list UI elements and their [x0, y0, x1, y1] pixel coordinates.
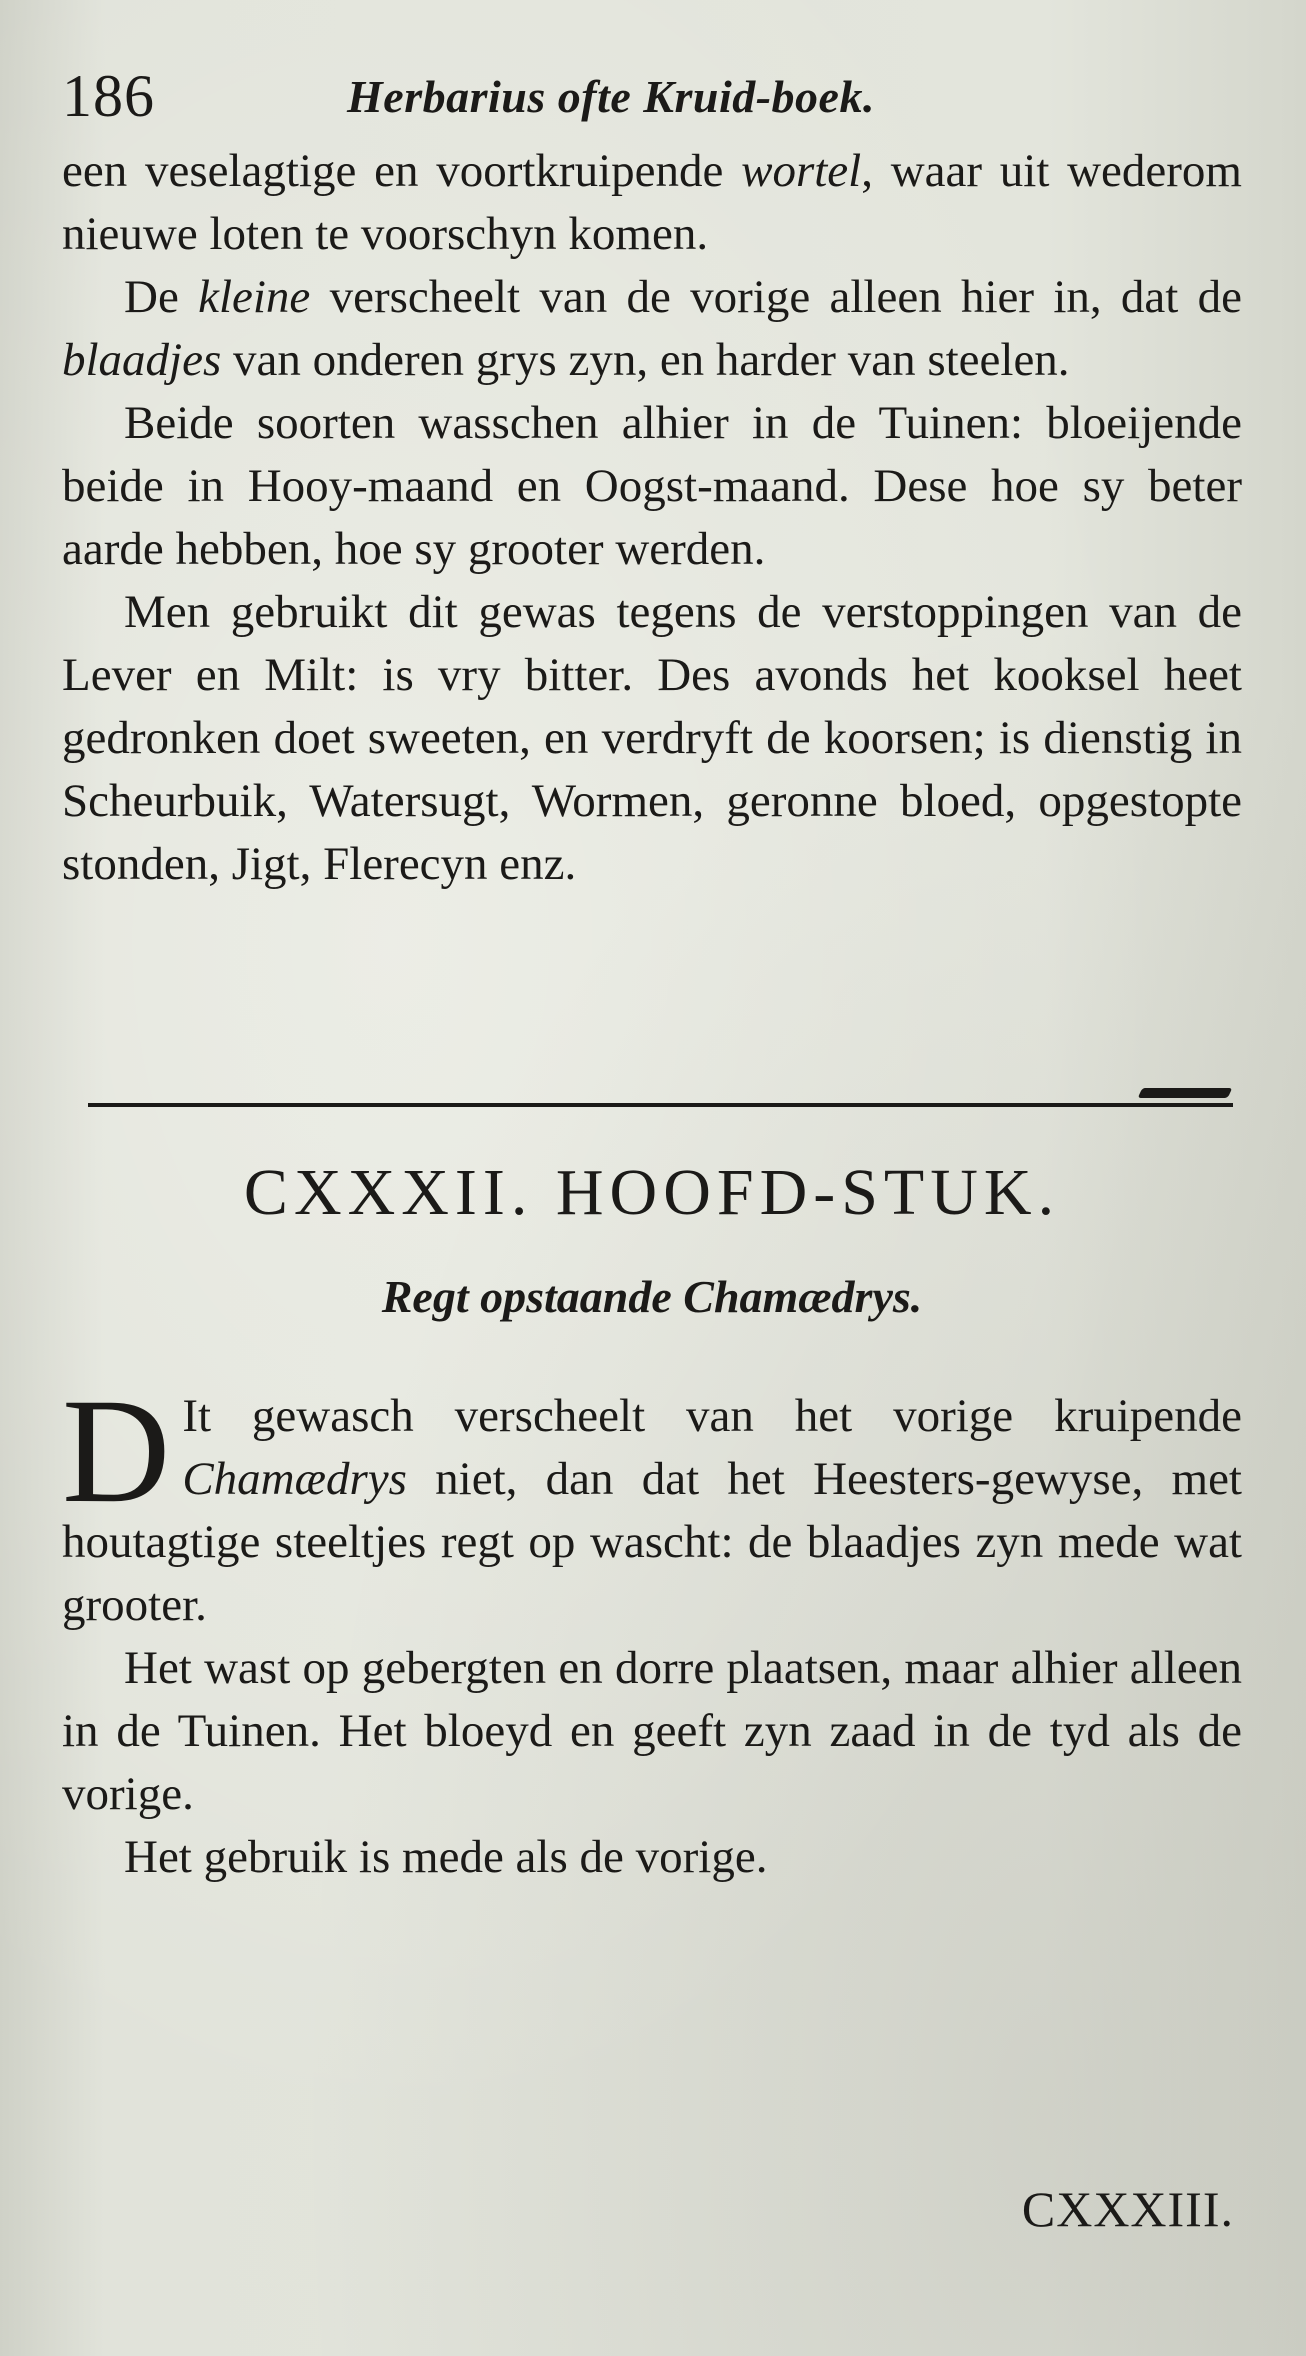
paragraph-gebruik: Men gebruikt dit gewas tegens de verstoppingen van de Lever en Milt: is vry bitter. Des avonds het kooksel heet gedronken doet sweeten, en verdryft de koorsen; is dienstig in Scheurbuik, Watersugt, Wormen, geronne bloed, opgestopte stonden, Jigt, Flerecyn enz.	[62, 586, 1242, 890]
italic-term: kleine	[198, 271, 311, 323]
drop-cap: D	[62, 1368, 171, 1534]
chapter-divider-rule	[88, 1103, 1233, 1107]
paragraph-tuinen: Beide soorten wasschen alhier in de Tuinen: bloeijende beide in Hooy-maand en Oogst-maand. Dese hoe sy beter aarde hebben, hoe sy grooter werden.	[62, 397, 1242, 575]
chapter-subtitle: Regt opstaande Chamædrys.	[381, 1271, 923, 1322]
italic-term: wortel	[741, 145, 862, 197]
page-number: 186	[62, 63, 155, 129]
italic-term: blaadjes	[62, 334, 222, 386]
chapter-title: CXXXII. HOOFD-STUK.	[243, 1156, 1061, 1229]
catchword: CXXXIII.	[1021, 2181, 1234, 2237]
running-title: Herbarius ofte Kruid-boek.	[347, 71, 875, 122]
paragraph-kleine: De kleine verscheelt van de vorige alleen hier in, dat de blaadjes van onderen grys zyn, en harder van steelen.	[62, 271, 1242, 386]
divider-flourish	[1138, 1088, 1233, 1098]
section-text-top	[62, 140, 1242, 896]
page-header	[62, 62, 1242, 132]
italic-term: Chamædrys	[182, 1453, 407, 1505]
section-text-chapter	[62, 1368, 1242, 1889]
paragraph-opening: D It gewasch verscheelt van het vorige kruipende Chamædrys niet, dan dat het Heesters-gewyse, met houtagtige steeltjes regt op wascht: de blaadjes zyn mede wat grooter.	[62, 1368, 1242, 1631]
paragraph-wortel: een veselagtige en voortkruipende wortel, waar uit wederom nieuwe loten te voorschyn komen.	[62, 145, 1242, 260]
paragraph-gebruik-mede: Het gebruik is mede als de vorige.	[124, 1831, 768, 1883]
paragraph-gebergten: Het wast op gebergten en dorre plaatsen, maar alhier alleen in de Tuinen. Het bloeyd en geeft zyn zaad in de tyd als de vorige.	[62, 1642, 1242, 1820]
